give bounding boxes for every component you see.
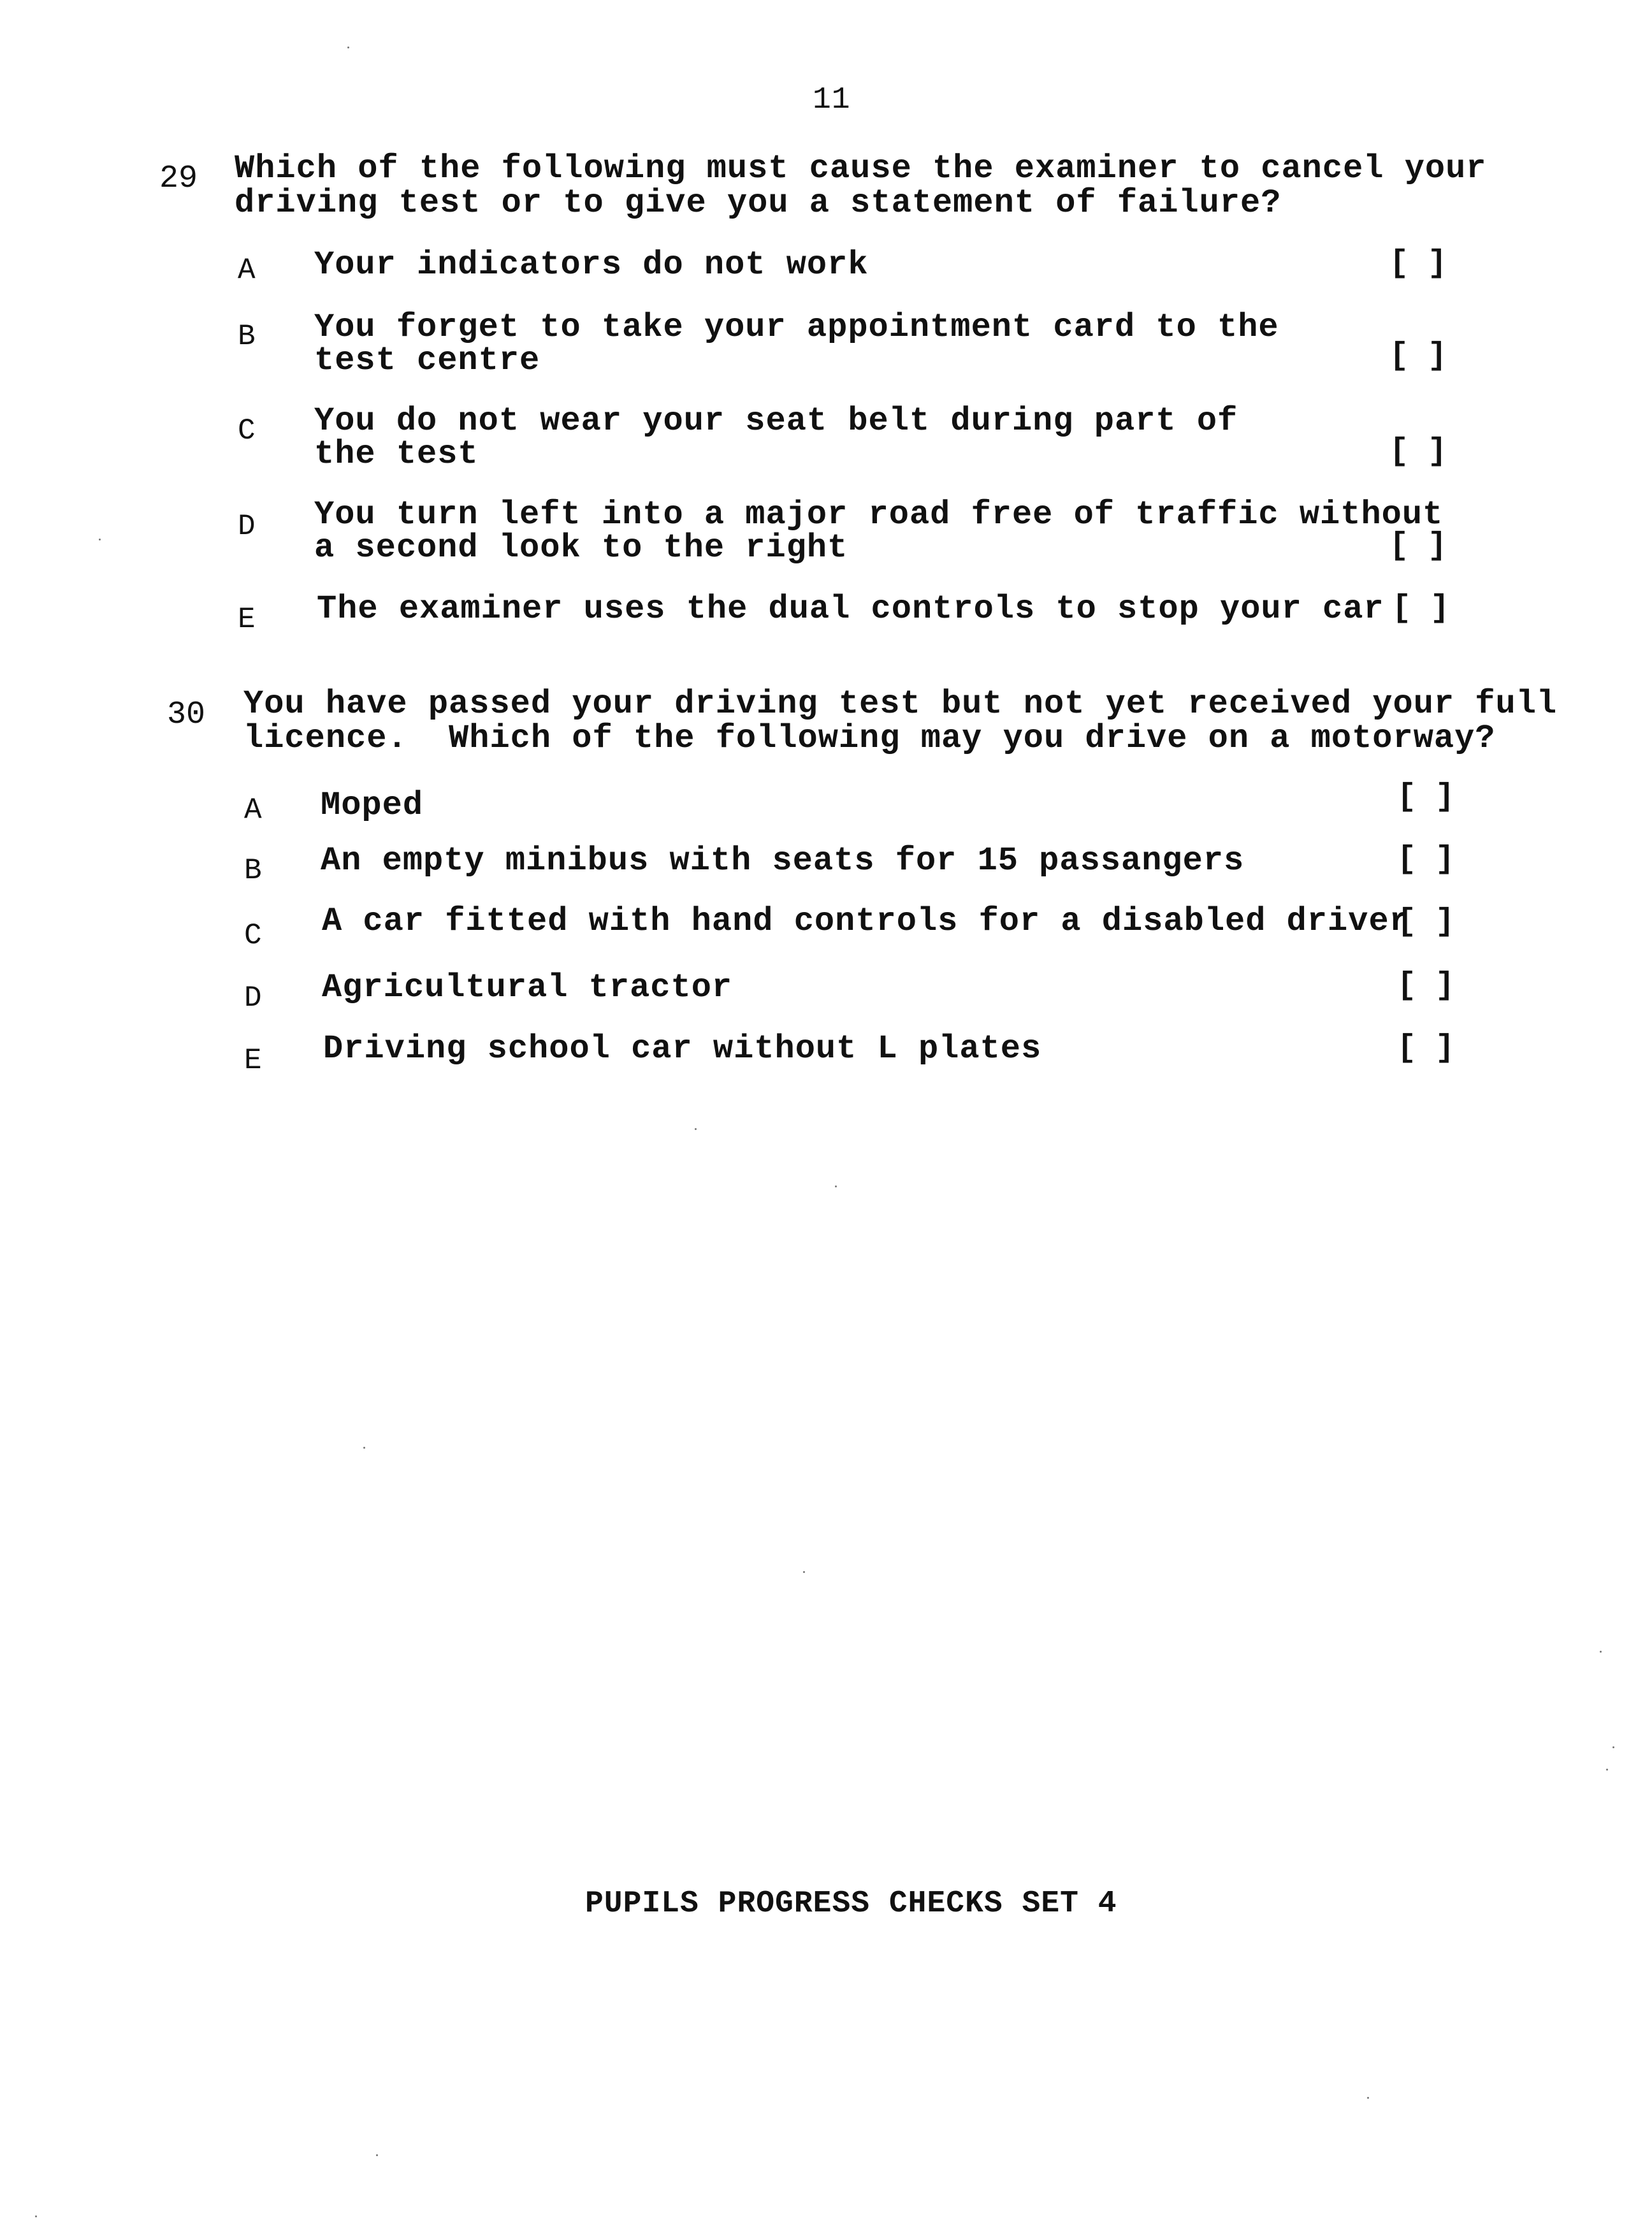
footer-title: PUPILS PROGRESS CHECKS SET 4 <box>585 1887 1117 1921</box>
scan-speck <box>376 2154 378 2156</box>
question-number: 29 <box>159 161 198 197</box>
scan-speck <box>99 539 101 540</box>
option-text: Moped <box>321 786 424 824</box>
option-text: A car fitted with hand controls for a disabled driver <box>322 902 1410 940</box>
option-letter: D <box>244 982 262 1015</box>
option-text: Your indicators do not work <box>314 246 869 284</box>
answer-checkbox[interactable]: [ ] <box>1397 841 1455 878</box>
option-letter: B <box>244 854 262 887</box>
answer-checkbox[interactable]: [ ] <box>1397 904 1455 940</box>
question-text: Which of the following must cause the examiner to cancel your driving test or to give you a statement of failure? <box>235 150 1487 222</box>
scan-speck <box>1606 1769 1608 1771</box>
question-text: You have passed your driving test but not yet received your full licence. Which of the following may you drive on a motorway? <box>243 685 1558 757</box>
scan-speck <box>803 1571 805 1573</box>
option-letter: B <box>238 320 256 353</box>
answer-checkbox[interactable]: [ ] <box>1397 779 1455 815</box>
answer-checkbox[interactable]: [ ] <box>1397 1030 1455 1066</box>
answer-checkbox[interactable]: [ ] <box>1389 433 1447 470</box>
page-number: 11 <box>813 83 851 117</box>
option-letter: A <box>244 794 262 827</box>
question-number: 30 <box>167 697 206 733</box>
answer-checkbox[interactable]: [ ] <box>1392 590 1450 627</box>
option-text: The examiner uses the dual controls to stop your car <box>317 590 1384 628</box>
option-letter: E <box>244 1044 262 1077</box>
scan-speck <box>35 2215 37 2217</box>
answer-checkbox[interactable]: [ ] <box>1389 528 1447 564</box>
scan-speck <box>1367 2097 1369 2099</box>
option-letter: C <box>238 414 256 447</box>
answer-checkbox[interactable]: [ ] <box>1397 968 1455 1004</box>
option-letter: D <box>238 510 256 543</box>
option-text: You forget to take your appointment card to the test centre <box>314 308 1279 379</box>
scan-speck <box>835 1185 837 1187</box>
option-letter: A <box>238 254 256 287</box>
option-letter: C <box>244 919 262 952</box>
option-text: An empty minibus with seats for 15 passangers <box>321 842 1245 880</box>
option-text: You turn left into a major road free of traffic without a second look to the right <box>314 496 1444 567</box>
answer-checkbox[interactable]: [ ] <box>1389 338 1447 374</box>
option-letter: E <box>238 603 256 636</box>
answer-checkbox[interactable]: [ ] <box>1389 245 1447 282</box>
option-text: Agricultural tractor <box>322 969 733 1006</box>
scan-speck <box>363 1447 365 1449</box>
scan-speck <box>695 1128 697 1130</box>
scan-speck <box>1600 1651 1602 1653</box>
scan-speck <box>347 47 349 48</box>
option-text: Driving school car without L plates <box>323 1030 1042 1068</box>
scan-speck <box>1612 1746 1614 1748</box>
option-text: You do not wear your seat belt during part of the test <box>314 402 1238 473</box>
